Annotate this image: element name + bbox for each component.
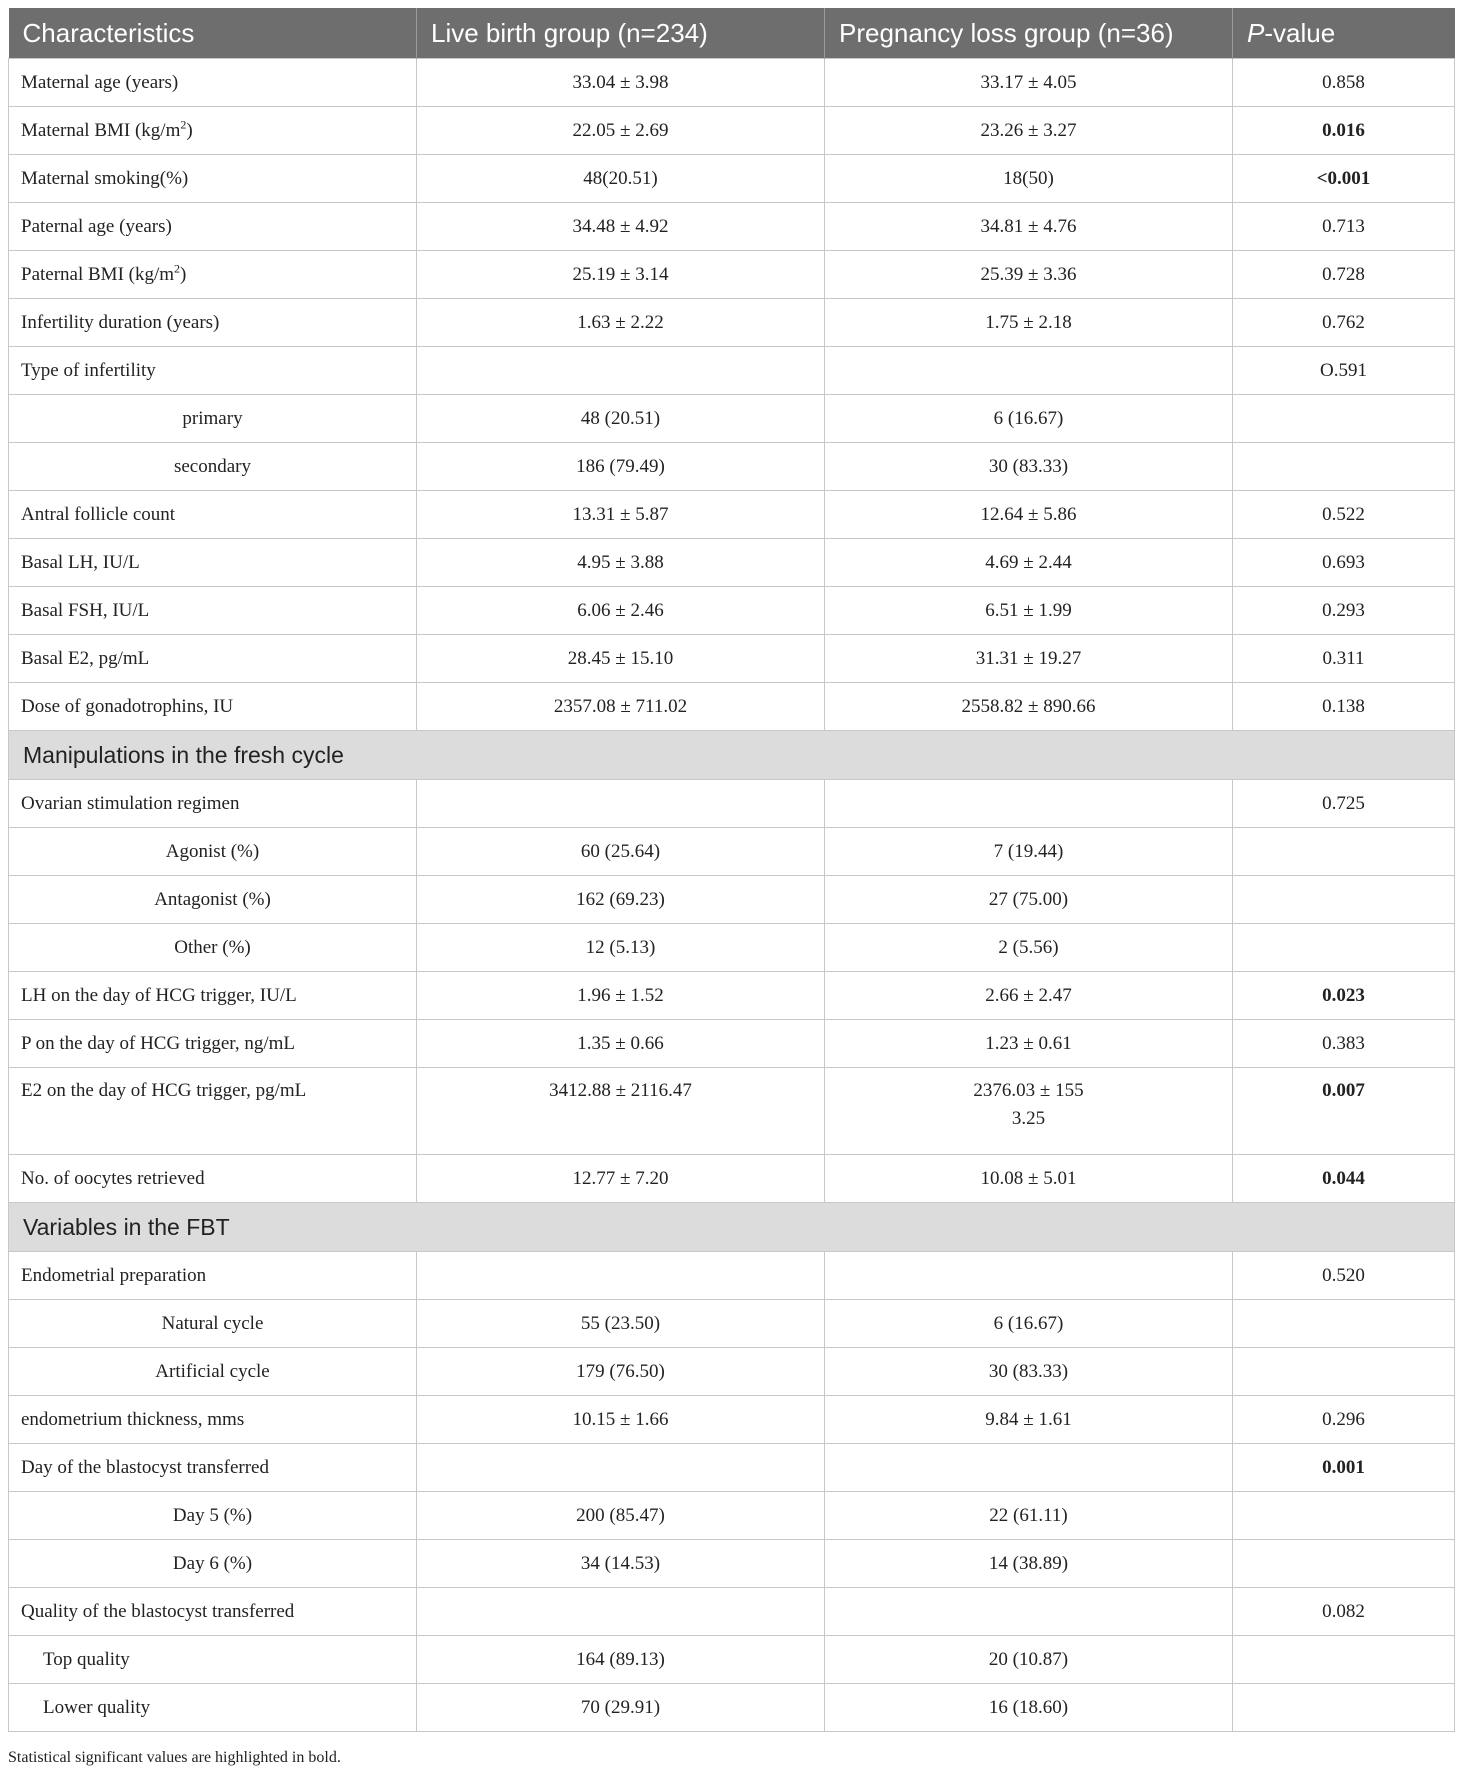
- sub-row: [9, 1540, 1455, 1588]
- live-birth-value: 179 (76.50): [417, 1348, 825, 1396]
- p-value: O.591: [1233, 347, 1455, 395]
- pregnancy-loss-value: 14 (38.89): [825, 1540, 1233, 1588]
- p-value: 0.007: [1233, 1068, 1455, 1155]
- live-birth-value: 6.06 ± 2.46: [417, 587, 825, 635]
- p-value: 0.016: [1233, 107, 1455, 155]
- p-value: [1233, 924, 1455, 972]
- sub-row: [9, 443, 1455, 491]
- live-birth-value: [417, 1444, 825, 1492]
- table-row: [9, 683, 1455, 731]
- table-row: [9, 635, 1455, 683]
- pregnancy-loss-value: 6.51 ± 1.99: [825, 587, 1233, 635]
- row-label: Paternal age (years): [9, 203, 417, 251]
- p-value: [1233, 395, 1455, 443]
- live-birth-value: [417, 347, 825, 395]
- row-label: Top quality: [9, 1636, 417, 1684]
- live-birth-value: [417, 1252, 825, 1300]
- row-label: Antagonist (%): [9, 876, 417, 924]
- row-label: endometrium thickness, mms: [9, 1396, 417, 1444]
- sub-row: [9, 1636, 1455, 1684]
- label-end: ): [186, 119, 193, 141]
- row-label: Ovarian stimulation regimen: [9, 780, 417, 828]
- pregnancy-loss-value: 34.81 ± 4.76: [825, 203, 1233, 251]
- row-label: Infertility duration (years): [9, 299, 417, 347]
- p-value: 0.082: [1233, 1588, 1455, 1636]
- section-row: [9, 1203, 1455, 1252]
- header-characteristics: Characteristics: [9, 8, 417, 59]
- p-value: 0.522: [1233, 491, 1455, 539]
- p-value: 0.311: [1233, 635, 1455, 683]
- table-row: [9, 1396, 1455, 1444]
- row-label: Basal LH, IU/L: [9, 539, 417, 587]
- sub-row: [9, 1348, 1455, 1396]
- p-value: 0.520: [1233, 1252, 1455, 1300]
- row-label: No. of oocytes retrieved: [9, 1155, 417, 1203]
- p-value: [1233, 443, 1455, 491]
- row-label: Type of infertility: [9, 347, 417, 395]
- p-value: 0.713: [1233, 203, 1455, 251]
- live-birth-value: 28.45 ± 15.10: [417, 635, 825, 683]
- sub-row: [9, 924, 1455, 972]
- p-value: 0.296: [1233, 1396, 1455, 1444]
- live-birth-value: 13.31 ± 5.87: [417, 491, 825, 539]
- live-birth-value: 25.19 ± 3.14: [417, 251, 825, 299]
- pregnancy-loss-value: 18(50): [825, 155, 1233, 203]
- pregnancy-loss-value: 22 (61.11): [825, 1492, 1233, 1540]
- row-label: primary: [9, 395, 417, 443]
- p-value: [1233, 1636, 1455, 1684]
- pregnancy-loss-value: 30 (83.33): [825, 1348, 1233, 1396]
- live-birth-value: 1.96 ± 1.52: [417, 972, 825, 1020]
- p-value: 0.023: [1233, 972, 1455, 1020]
- sub-row: [9, 1492, 1455, 1540]
- p-value: [1233, 1348, 1455, 1396]
- header-p-rest: -value: [1264, 17, 1336, 48]
- row-label: Agonist (%): [9, 828, 417, 876]
- table-row: [9, 1068, 1455, 1155]
- sub-row: [9, 1684, 1455, 1732]
- live-birth-value: 1.35 ± 0.66: [417, 1020, 825, 1068]
- pregnancy-loss-value: 6 (16.67): [825, 395, 1233, 443]
- table-footnote: Statistical significant values are highlighted in bold.: [8, 1749, 341, 1766]
- row-label: Artificial cycle: [9, 1348, 417, 1396]
- row-label: Dose of gonadotrophins, IU: [9, 683, 417, 731]
- row-label: [9, 251, 417, 299]
- row-label: Natural cycle: [9, 1300, 417, 1348]
- table-row: [9, 491, 1455, 539]
- live-birth-value: 164 (89.13): [417, 1636, 825, 1684]
- pregnancy-loss-value: [825, 1068, 1233, 1155]
- pregnancy-loss-value: 16 (18.60): [825, 1684, 1233, 1732]
- pregnancy-loss-value: [825, 1444, 1233, 1492]
- row-label: Maternal smoking(%): [9, 155, 417, 203]
- pregnancy-loss-value: [825, 1588, 1233, 1636]
- row-label: P on the day of HCG trigger, ng/mL: [9, 1020, 417, 1068]
- table-row: [9, 299, 1455, 347]
- p-value: 0.383: [1233, 1020, 1455, 1068]
- pregnancy-loss-value: 33.17 ± 4.05: [825, 59, 1233, 107]
- live-birth-value: 2357.08 ± 711.02: [417, 683, 825, 731]
- pregnancy-loss-value: 12.64 ± 5.86: [825, 491, 1233, 539]
- live-birth-value: 33.04 ± 3.98: [417, 59, 825, 107]
- row-label: Other (%): [9, 924, 417, 972]
- table-row: [9, 539, 1455, 587]
- p-value: [1233, 1684, 1455, 1732]
- table-row: [9, 107, 1455, 155]
- section-row: [9, 731, 1455, 780]
- pregnancy-loss-value: [825, 1252, 1233, 1300]
- row-label: Lower quality: [9, 1684, 417, 1732]
- characteristics-table: [8, 8, 1455, 1732]
- row-label: [9, 107, 417, 155]
- label-superscript: 2: [180, 117, 187, 132]
- live-birth-value: 162 (69.23): [417, 876, 825, 924]
- pregnancy-loss-value: 27 (75.00): [825, 876, 1233, 924]
- table-row: [9, 1588, 1455, 1636]
- pregnancy-loss-value: 2 (5.56): [825, 924, 1233, 972]
- pregnancy-loss-value: [825, 780, 1233, 828]
- table-row: [9, 59, 1455, 107]
- live-birth-value: 70 (29.91): [417, 1684, 825, 1732]
- pregnancy-loss-value: 4.69 ± 2.44: [825, 539, 1233, 587]
- live-birth-value: 186 (79.49): [417, 443, 825, 491]
- pregnancy-loss-value: 1.23 ± 0.61: [825, 1020, 1233, 1068]
- pregnancy-loss-value: [825, 347, 1233, 395]
- p-value: <0.001: [1233, 155, 1455, 203]
- header-p-value: [1233, 8, 1455, 59]
- live-birth-value: 4.95 ± 3.88: [417, 539, 825, 587]
- row-label: Endometrial preparation: [9, 1252, 417, 1300]
- row-label: secondary: [9, 443, 417, 491]
- p-value: 0.728: [1233, 251, 1455, 299]
- table-row: [9, 972, 1455, 1020]
- row-label: Basal FSH, IU/L: [9, 587, 417, 635]
- pregnancy-loss-value: 31.31 ± 19.27: [825, 635, 1233, 683]
- p-value: [1233, 1540, 1455, 1588]
- table-header: [9, 8, 1455, 59]
- p-value: 0.138: [1233, 683, 1455, 731]
- p-value: 0.858: [1233, 59, 1455, 107]
- p-value: 0.725: [1233, 780, 1455, 828]
- pregnancy-loss-value: 6 (16.67): [825, 1300, 1233, 1348]
- table-row: [9, 587, 1455, 635]
- row-label: Day 5 (%): [9, 1492, 417, 1540]
- live-birth-value: 200 (85.47): [417, 1492, 825, 1540]
- pregnancy-loss-value: 23.26 ± 3.27: [825, 107, 1233, 155]
- row-label: Basal E2, pg/mL: [9, 635, 417, 683]
- header-p-italic: P: [1247, 17, 1265, 48]
- header-live-birth-group: Live birth group (n=234): [417, 8, 825, 59]
- live-birth-value: 22.05 ± 2.69: [417, 107, 825, 155]
- table-row: [9, 1020, 1455, 1068]
- live-birth-value: [417, 780, 825, 828]
- label-superscript: 2: [174, 261, 181, 276]
- label-text: Paternal BMI (kg/m: [21, 263, 175, 285]
- table-row: [9, 1252, 1455, 1300]
- p-value: [1233, 1300, 1455, 1348]
- pregnancy-loss-value: 9.84 ± 1.61: [825, 1396, 1233, 1444]
- p-value: 0.293: [1233, 587, 1455, 635]
- pregnancy-loss-value: 1.75 ± 2.18: [825, 299, 1233, 347]
- table-row: [9, 203, 1455, 251]
- table-body: [9, 59, 1455, 1732]
- live-birth-value: 48 (20.51): [417, 395, 825, 443]
- p-value: [1233, 828, 1455, 876]
- section-heading: Manipulations in the fresh cycle: [9, 731, 1455, 780]
- live-birth-value: 55 (23.50): [417, 1300, 825, 1348]
- row-label: LH on the day of HCG trigger, IU/L: [9, 972, 417, 1020]
- pregnancy-loss-value: 20 (10.87): [825, 1636, 1233, 1684]
- table-row: [9, 1155, 1455, 1203]
- table-row: [9, 347, 1455, 395]
- p-value: 0.001: [1233, 1444, 1455, 1492]
- sub-row: [9, 1300, 1455, 1348]
- sub-row: [9, 395, 1455, 443]
- row-label: Quality of the blastocyst transferred: [9, 1588, 417, 1636]
- live-birth-value: 3412.88 ± 2116.47: [417, 1068, 825, 1155]
- characteristics-table-container: [8, 8, 1454, 1732]
- table-row: [9, 1444, 1455, 1492]
- sub-row: [9, 876, 1455, 924]
- live-birth-value: 12 (5.13): [417, 924, 825, 972]
- row-label: Antral follicle count: [9, 491, 417, 539]
- table-row: [9, 155, 1455, 203]
- live-birth-value: 1.63 ± 2.22: [417, 299, 825, 347]
- row-label: Day of the blastocyst transferred: [9, 1444, 417, 1492]
- pregnancy-loss-value: 2.66 ± 2.47: [825, 972, 1233, 1020]
- table-row: [9, 780, 1455, 828]
- live-birth-value: 12.77 ± 7.20: [417, 1155, 825, 1203]
- row-label: E2 on the day of HCG trigger, pg/mL: [9, 1068, 417, 1155]
- header-row: [9, 8, 1455, 59]
- pregnancy-loss-value: 2558.82 ± 890.66: [825, 683, 1233, 731]
- live-birth-value: 60 (25.64): [417, 828, 825, 876]
- sub-row: [9, 828, 1455, 876]
- pregnancy-loss-value: 7 (19.44): [825, 828, 1233, 876]
- table-row: [9, 251, 1455, 299]
- p-value: 0.762: [1233, 299, 1455, 347]
- value-line-2: 3.25: [1011, 1108, 1046, 1129]
- label-text: Maternal BMI (kg/m: [21, 119, 181, 141]
- live-birth-value: 34 (14.53): [417, 1540, 825, 1588]
- row-label: Day 6 (%): [9, 1540, 417, 1588]
- live-birth-value: 34.48 ± 4.92: [417, 203, 825, 251]
- live-birth-value: 48(20.51): [417, 155, 825, 203]
- p-value: 0.693: [1233, 539, 1455, 587]
- pregnancy-loss-value: 25.39 ± 3.36: [825, 251, 1233, 299]
- label-end: ): [180, 263, 187, 285]
- row-label: Maternal age (years): [9, 59, 417, 107]
- pregnancy-loss-value: 10.08 ± 5.01: [825, 1155, 1233, 1203]
- live-birth-value: [417, 1588, 825, 1636]
- section-heading: Variables in the FBT: [9, 1203, 1455, 1252]
- value-line-1: 2376.03 ± 155: [973, 1080, 1084, 1101]
- pregnancy-loss-value: 30 (83.33): [825, 443, 1233, 491]
- live-birth-value: 10.15 ± 1.66: [417, 1396, 825, 1444]
- p-value: [1233, 1492, 1455, 1540]
- p-value: [1233, 876, 1455, 924]
- header-pregnancy-loss-group: Pregnancy loss group (n=36): [825, 8, 1233, 59]
- p-value: 0.044: [1233, 1155, 1455, 1203]
